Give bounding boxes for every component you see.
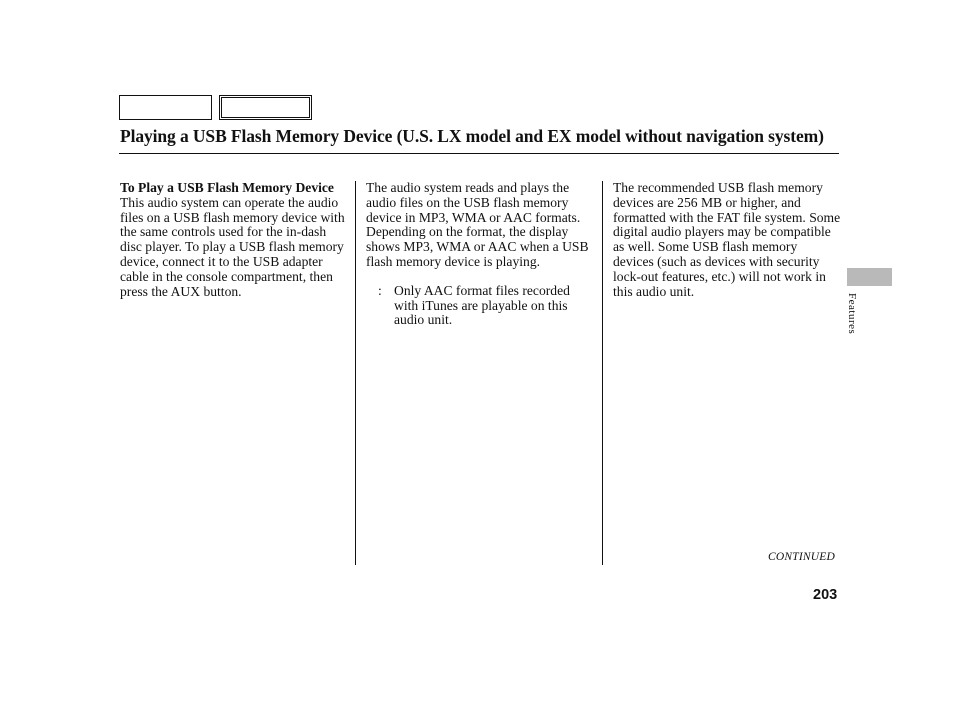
nav-box-main-menu[interactable] xyxy=(119,95,212,120)
section-heading: To Play a USB Flash Memory Device xyxy=(120,180,334,195)
column-2-body: The audio system reads and plays the audio files on the USB flash memory device in MP3, WMA or AAC formats. Depending on the format, the display shows MP3, WMA or AAC when a USB flash memory device is playing. xyxy=(366,180,589,269)
continued-label: CONTINUED xyxy=(768,551,835,563)
note-text: Only AAC format files recorded with iTunes are playable on this audio unit. xyxy=(394,282,570,328)
section-tab-marker xyxy=(847,268,892,286)
note-marker: : xyxy=(378,282,382,298)
page-title: Playing a USB Flash Memory Device (U.S. LX model and EX model without navigation system) xyxy=(120,126,824,146)
page-number: 203 xyxy=(813,587,838,603)
nav-box-index[interactable] xyxy=(219,95,312,120)
column-3 xyxy=(613,181,841,299)
column-1 xyxy=(120,181,348,299)
column-divider-1 xyxy=(355,181,356,565)
title-divider xyxy=(119,153,839,154)
column-1-body: This audio system can operate the audio files on a USB flash memory device with the same controls used for the in-dash disc player. To play a USB flash memory device, connect it to the USB adapter cable in the console compartment, then press the AUX button. xyxy=(120,194,345,299)
column-divider-2 xyxy=(602,181,603,565)
column-2 xyxy=(366,181,594,328)
section-tab-label: Features xyxy=(846,293,858,335)
column-3-body: The recommended USB flash memory devices are 256 MB or higher, and formatted with the FAT file system. Some digital audio players may be compatible as well. Some USB flash memory devices (such as devices with security lock-out features, etc.) will not work in this audio unit. xyxy=(613,180,841,299)
note xyxy=(366,284,594,328)
